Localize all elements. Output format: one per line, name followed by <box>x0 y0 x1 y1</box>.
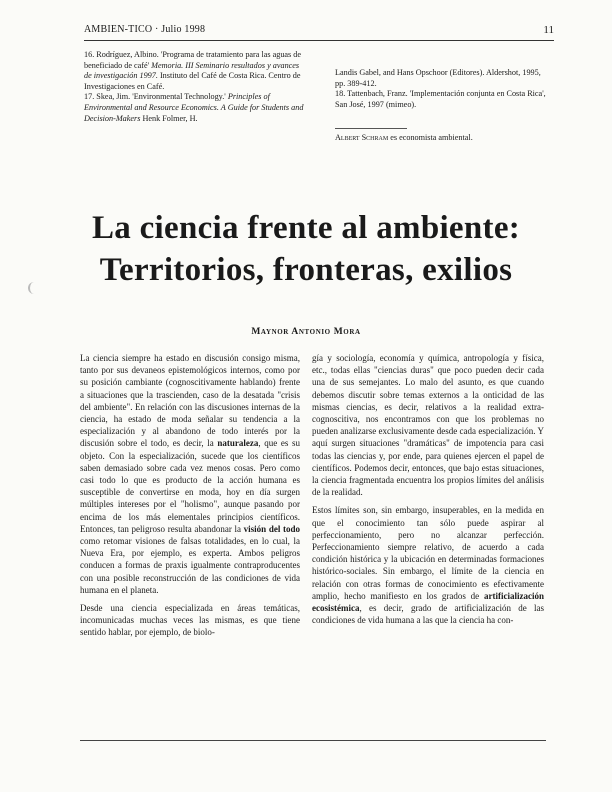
reference-publisher: Henk Folmer, H. <box>142 113 198 123</box>
page-header <box>84 24 554 41</box>
reference-text: 17. Skea, Jim. 'Environmental Technology.' <box>84 92 226 102</box>
reference-17 <box>84 92 306 124</box>
reference-source: Memoria. III Seminario resultados y avances de investigación 1997. <box>84 60 300 81</box>
reference-16 <box>84 50 306 92</box>
author-name: Albert Schram <box>335 133 389 142</box>
page-number: 11 <box>543 24 554 36</box>
paragraph: gía y sociología, economía y química, antropología y física, etc., todas ellas "ciencias duras" que poco pueden decir cada una de sus semejantes. Lo malo del asunto, es que cuando debemos discutir sobre temas externos a la onticidad de las mismas ciencias, es decir, relativos a la realidad extra-cognoscitiva, nos encontramos con que los problemas no pueden analizarse exclusivamente desde cada especialización. Y aquí surgen situaciones "dramáticas" de impotencia para casi todas las ciencias y, por ende, para quienes ejercen el papel de científicos. Podemos decir, entonces, que bajo estas situaciones, la ciencia fragmentada encuentra los propios límites del análisis de la realidad. <box>312 353 544 498</box>
reference-source: Principles of Environmental and Resource Economics. A Guide for Students and Decision-Makers <box>84 92 304 123</box>
bio-divider <box>335 128 407 129</box>
emphasis: naturaleza <box>217 438 259 449</box>
binding-hole <box>28 282 38 294</box>
publication-title: AMBIEN-TICO · Julio 1998 <box>84 24 206 35</box>
author-bio <box>335 128 545 143</box>
reference-text: 16. Rodríguez, Albino. 'Programa de tratamiento para las aguas de beneficiado de café' <box>84 50 302 70</box>
paragraph: Desde una ciencia especializada en áreas temáticas, incomunicadas muchas veces las mismas, es que tiene sentido hablar, por ejemplo, de biolo- <box>80 603 300 638</box>
references-right <box>335 68 553 110</box>
article-byline: Maynor Antonio Mora <box>251 327 361 337</box>
paragraph: Estos límites son, sin embargo, insuperables, en la medida en que el conocimiento tan sólo puede aspirar al perfeccionamiento, pero no alcanzar perfección. Perfeccionamiento siempre relativo, de acuerdo a cada condición histórica y la ubicación en determinadas formaciones histórico-sociales. Sin embargo, el límite de la ciencia en relación con otras formas de conocimiento es efectivamente amplio, hecho manifiesto en los grados de artificialización ecosistémica, es decir, grado de artificialización de las condiciones de vida humana a las que la ciencia ha con- <box>312 505 544 626</box>
paragraph: La ciencia siempre ha estado en discusión consigo misma, tanto por sus devaneos epistemológicos internos, como por su posición cambiante (cognoscitivamente hablando) frente a situaciones que la trascienden, caso de la desatada "crisis del ambiente". En relación con las discusiones internas de la ciencia, ha estado de moda señalar su tendencia a la especialización y al abandono de todo interés por la discusión sobre el todo, es decir, la naturaleza, que es su objeto. Con la especialización, sucede que los científicos saben demasiado sobre cada vez menos cosas. Pero como casi todo lo que es producto de la acción humana es susceptible de convertirse en moda, hoy en día surgen múltiples intereses por el "holismo", aunque pasando por encima de los más elementales principios científicos. Entonces, tan peligroso resulta abandonar la visión del todo como retomar visiones de falsas totalidades, en lo cual, la Nueva Era, por ejemplo, es experta. Ambos peligros conducen a formas de praxis igualmente contraproducentes con una posible reconstrucción de las condiciones de vida humana en el planeta. <box>80 353 301 595</box>
article-title-line-1: La ciencia frente al ambiente: <box>91 210 521 246</box>
article-column-left <box>80 352 300 645</box>
article-column-right <box>312 352 544 632</box>
reference-17-continued: Landis Gabel, and Hans Opschoor (Editores). Aldershot, 1995, pp. 389-412. <box>335 68 541 88</box>
emphasis: visión del todo <box>243 523 301 534</box>
emphasis: artificialización ecosistémica <box>312 590 544 614</box>
references-left <box>84 50 306 124</box>
reference-18: 18. Tattenbach, Franz. 'Implementación conjunta en Costa Rica', San José, 1997 (mimeo). <box>335 89 546 109</box>
author-description: es economista ambiental. <box>390 133 473 142</box>
article-title-line-2: Territorios, fronteras, exilios <box>99 252 513 288</box>
reference-publisher: Instituto del Café de Costa Rica. Centro de Investigaciones en Café. <box>84 71 301 91</box>
footer-divider <box>80 740 546 741</box>
